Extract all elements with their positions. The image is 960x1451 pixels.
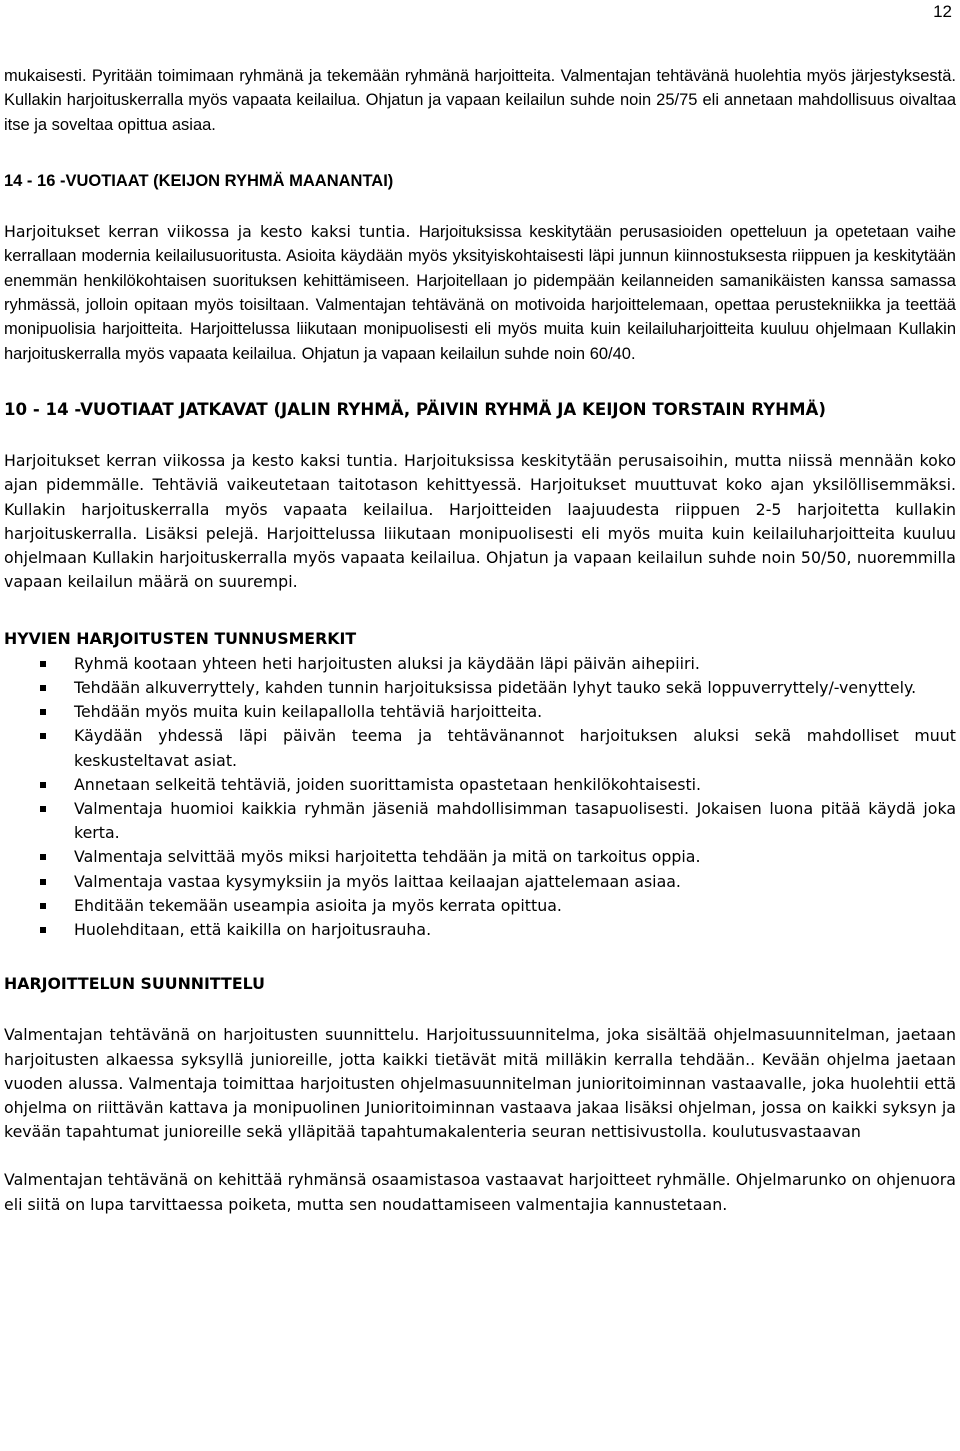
list-item-text: Valmentaja vastaa kysymyksiin ja myös laittaa keilaajan ajattelemaan asiaa. [74,871,681,891]
section4-paragraph-1: Valmentajan tehtävänä on harjoitusten suunnittelu. Harjoitussuunnitelma, joka sisältää ohjelmasuunnitelman, jaetaan harjoitusten alkaessa syksyllä junioreille, jotta kaikki tietävät mitä milläkin kerralla tehdään.. Kevään ohjelma jaetaan vuoden alussa. Valmentaja toimittaa harjoitusten ohjelmasuunnitelman junioritoiminnan vastaavalle, joka huolehtii että ohjelma on riittävän kattava ja monipuolinen Junioritoiminnan vastaava jakaa lisäksi ohjelman, jossa on kaikki syksyn ja kevään tapahtumat junioreille sekä ylläpitää tapahtumakalenteria seuran nettisivustolla. koulutusvastaavan [4,1025,956,1142]
list-item [4,797,956,845]
bullet-icon [40,927,46,933]
list-item-text: Tehdään alkuverryttely, kahden tunnin harjoituksissa pidetään lyhyt tauko sekä loppuverryttely/-venyttely. [74,677,917,697]
list-item [4,724,956,772]
list-item-text: Ehditään tekemään useampia asioita ja myös kerrata opittua. [74,895,562,915]
list-item-text: Käydään yhdessä läpi päivän teema ja tehtävänannot harjoituksen aluksi sekä mahdolliset muut keskusteltavat asiat. [74,726,956,770]
list-item [4,918,956,942]
section1-text-c: Harjoitellaan jo pidempään keilanneiden samanikäisten kanssa samassa ryhmässä, jolloin opitaan myös toisiltaan. [4,271,956,315]
bullet-icon [40,879,46,885]
heading-good-practices: HYVIEN HARJOITUSTEN TUNNUSMERKIT [4,629,357,649]
section1-text-b: Harjoituksissa keskitytään perusasioiden opetteluun ja opetetaan vaihe kerrallaan modernia keilailusuoritusta. Asioita käydään myös yksityiskohtaisesti läpi junnun kiinnostuksesta riippuen ja keskitytään enemmän henkilökohtaisen suorituksen kehittämiseen. [4,223,956,290]
heading-10-14: 10 - 14 -VUOTIAAT JATKAVAT (JALIN RYHMÄ, PÄIVIN RYHMÄ JA KEIJON TORSTAIN RYHMÄ) [4,399,826,419]
list-item [4,773,956,797]
bullet-icon [40,709,46,715]
section1-text-d: Valmentajan tehtävänä on motivoida harjoittelemaan, opettaa perustekniikka ja teettää monipuolisia harjoitteita. [4,296,956,339]
bullet-icon [40,685,46,691]
list-item [4,894,956,918]
intro-paragraph: mukaisesti. Pyritään toimimaan ryhmänä ja tekemään ryhmänä harjoitteita. Valmentajan tehtävänä huolehtia myös järjestyksestä. Kullakin harjoituskerralla myös vapaata keilailua. Ohjatun ja vapaan keilailun suhde noin 25/75 eli annetaan mahdollisuus oivaltaa itse ja soveltaa opittua asiaa. [4,67,956,134]
list-item-text: Annetaan selkeitä tehtäviä, joiden suorittamista opastetaan henkilökohtaisesti. [74,774,702,794]
list-item-text: Tehdään myös muita kuin keilapallolla tehtäviä harjoitteita. [74,702,543,722]
bullet-icon [40,903,46,909]
list-item-text: Valmentaja huomioi kaikkia ryhmän jäseniä mahdollisimman tasapuolisesti. Jokaisen luona pitää käydä joka kerta. [74,798,956,843]
bullet-icon [40,782,46,788]
list-item-text: Valmentaja selvittää myös miksi harjoitetta tehdään ja mitä on tarkoitus oppia. [74,847,701,867]
bullet-icon [40,854,46,860]
heading-training-planning: HARJOITTELUN SUUNNITTELU [4,974,265,994]
list-item [4,870,956,894]
list-item [4,676,956,700]
bullet-icon [40,806,46,812]
section1-paragraph [4,220,956,366]
list-item [4,652,956,676]
list-item-text: Huolehditaan, että kaikilla on harjoitusrauha. [74,919,432,939]
heading-14-16: 14 - 16 -VUOTIAAT (KEIJON RYHMÄ MAANANTAI) [4,171,394,190]
section1-text-a: Harjoitukset kerran viikossa ja kesto kaksi tuntia. [4,222,411,242]
bullet-icon [40,733,46,739]
section4-paragraph-2: Valmentajan tehtävänä on kehittää ryhmänsä osaamistasoa vastaavat harjoitteet ryhmälle. Ohjelmarunko on ohjenuora eli siitä on lupa tarvittaessa poiketa, mutta sen noudattamiseen valmentajia kannustetaan. [4,1170,956,1214]
page-number: 12 [933,2,952,21]
list-item [4,700,956,724]
list-item [4,845,956,869]
bullet-icon [40,661,46,667]
section1-text-f: Ohjatun ja vapaan keilailun suhde noin 60/40. [301,344,636,363]
page-content [4,64,956,1217]
section1-text-e: Harjoittelussa liikutaan monipuolisesti eli myös muita kuin keilailuharjoitteita kuuluu ohjelmaan Kullakin harjoituskerralla myös vapaata keilailua. [4,320,956,363]
section2-paragraph: Harjoitukset kerran viikossa ja kesto kaksi tuntia. Harjoituksissa keskitytään perusaisoihin, mutta niissä mennään koko ajan pidemmälle. Tehtäviä vaikeutetaan taitotason kehittyessä. Harjoitukset muuttuvat koko ajan yksilöllisemmäksi. Kullakin harjoituskerralla myös vapaata keilailua. Harjoitteiden laajuudesta riippuen 2-5 harjoitetta kullakin harjoituskerralla. Lisäksi pelejä. Harjoittelussa liikutaan monipuolisesti eli myös muita kuin keilailuharjoitteita kuuluu ohjelmaan Kullakin harjoituskerralla myös vapaata keilailua. Ohjatun ja vapaan keilailun suhde noin 50/50, nuoremmilla vapaan keilailun määrä on suurempi. [4,451,956,592]
good-practices-list [4,652,956,942]
list-item-text: Ryhmä kootaan yhteen heti harjoitusten aluksi ja käydään läpi päivän aihepiiri. [74,653,700,673]
